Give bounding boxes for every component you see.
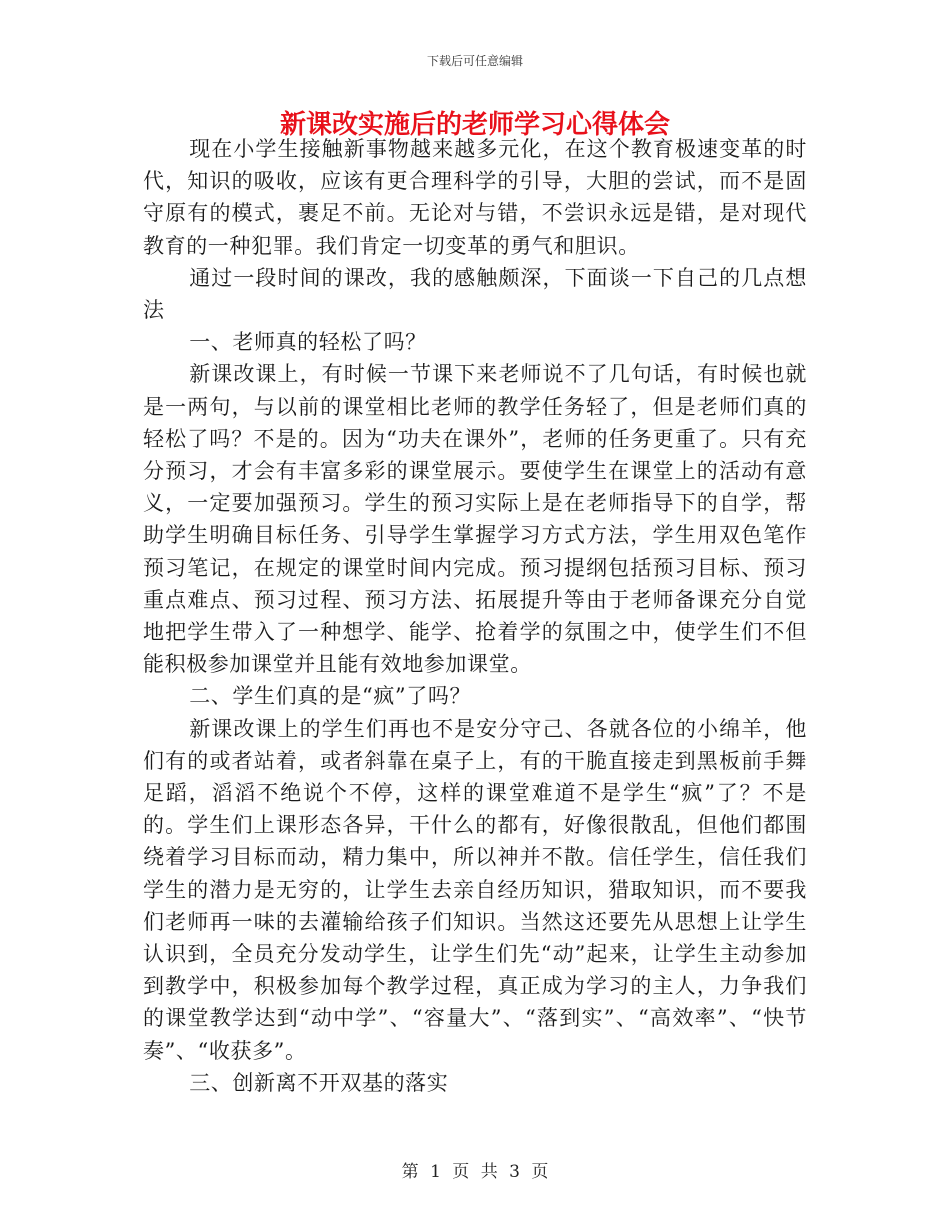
paragraph-overview: 通过一段时间的课改，我的感触颇深，下面谈一下自己的几点想法 bbox=[143, 265, 807, 323]
page-number-footer: 第 1 页 共 3 页 bbox=[401, 1162, 549, 1182]
paragraph-section-2: 新课改课上的学生们再也不是安分守己、各就各位的小绵羊，他们有的或者站着，或者斜靠在桌子上，有的干脆直接走到黑板前手舞足蹈，滔滔不绝说个不停，这样的课堂难道不是学生“疯”了？不是的。学生们上课形态各异，干什么的都有，好像很散乱，但他们都围绕着学习目标而动，精力集中，所以神并不散。信任学生，信任我们学生的潜力是无穷的，让学生去亲自经历知识，猎取知识，而不要我们老师再一味的去灌输给孩子们知识。当然这还要先从思想上让学生认识到，全员充分发动学生，让学生们先“动”起来，让学生主动参加到教学中，积极参加每个教学过程，真正成为学习的主人，力争我们的课堂教学达到“动中学”、“容量大”、“落到实”、“高效率”、“快节奏”、“收获多”。 bbox=[143, 716, 807, 1063]
paragraph-intro: 现在小学生接触新事物越来越多元化，在这个教育极速变革的时代，知识的吸收，应该有更合理科学的引导，大胆的尝试，而不是固守原有的模式，裹足不前。无论对与错，不尝识永远是错，是对现代教育的一种犯罪。我们肯定一切变革的勇气和胆识。 bbox=[143, 137, 807, 258]
section-heading-3: 三、创新离不开双基的落实 bbox=[189, 1070, 449, 1095]
paragraph-section-1: 新课改课上，有时候一节课下来老师说不了几句话，有时候也就是一两句，与以前的课堂相比老师的教学任务轻了，但是老师们真的轻松了吗？不是的。因为“功夫在课外”，老师的任务更重了。只有充分预习，才会有丰富多彩的课堂展示。要使学生在课堂上的活动有意义，一定要加强预习。学生的预习实际上是在老师指导下的自学，帮助学生明确目标任务、引导学生掌握学习方式方法，学生用双色笔作预习笔记，在规定的课堂时间内完成。预习提纲包括预习目标、预习重点难点、预习过程、预习方法、拓展提升等由于老师备课充分自觉地把学生带入了一种想学、能学、抢着学的氛围之中，使学生们不但能积极参加课堂并且能有效地参加课堂。 bbox=[143, 362, 807, 677]
page-header-note: 下载后可任意编辑 bbox=[426, 54, 523, 68]
section-heading-2: 二、学生们真的是“疯”了吗？ bbox=[189, 684, 472, 709]
section-heading-1: 一、老师真的轻松了吗？ bbox=[189, 330, 427, 355]
document-body bbox=[143, 133, 807, 1099]
document-title: 新课改实施后的老师学习心得体会 bbox=[279, 110, 670, 140]
